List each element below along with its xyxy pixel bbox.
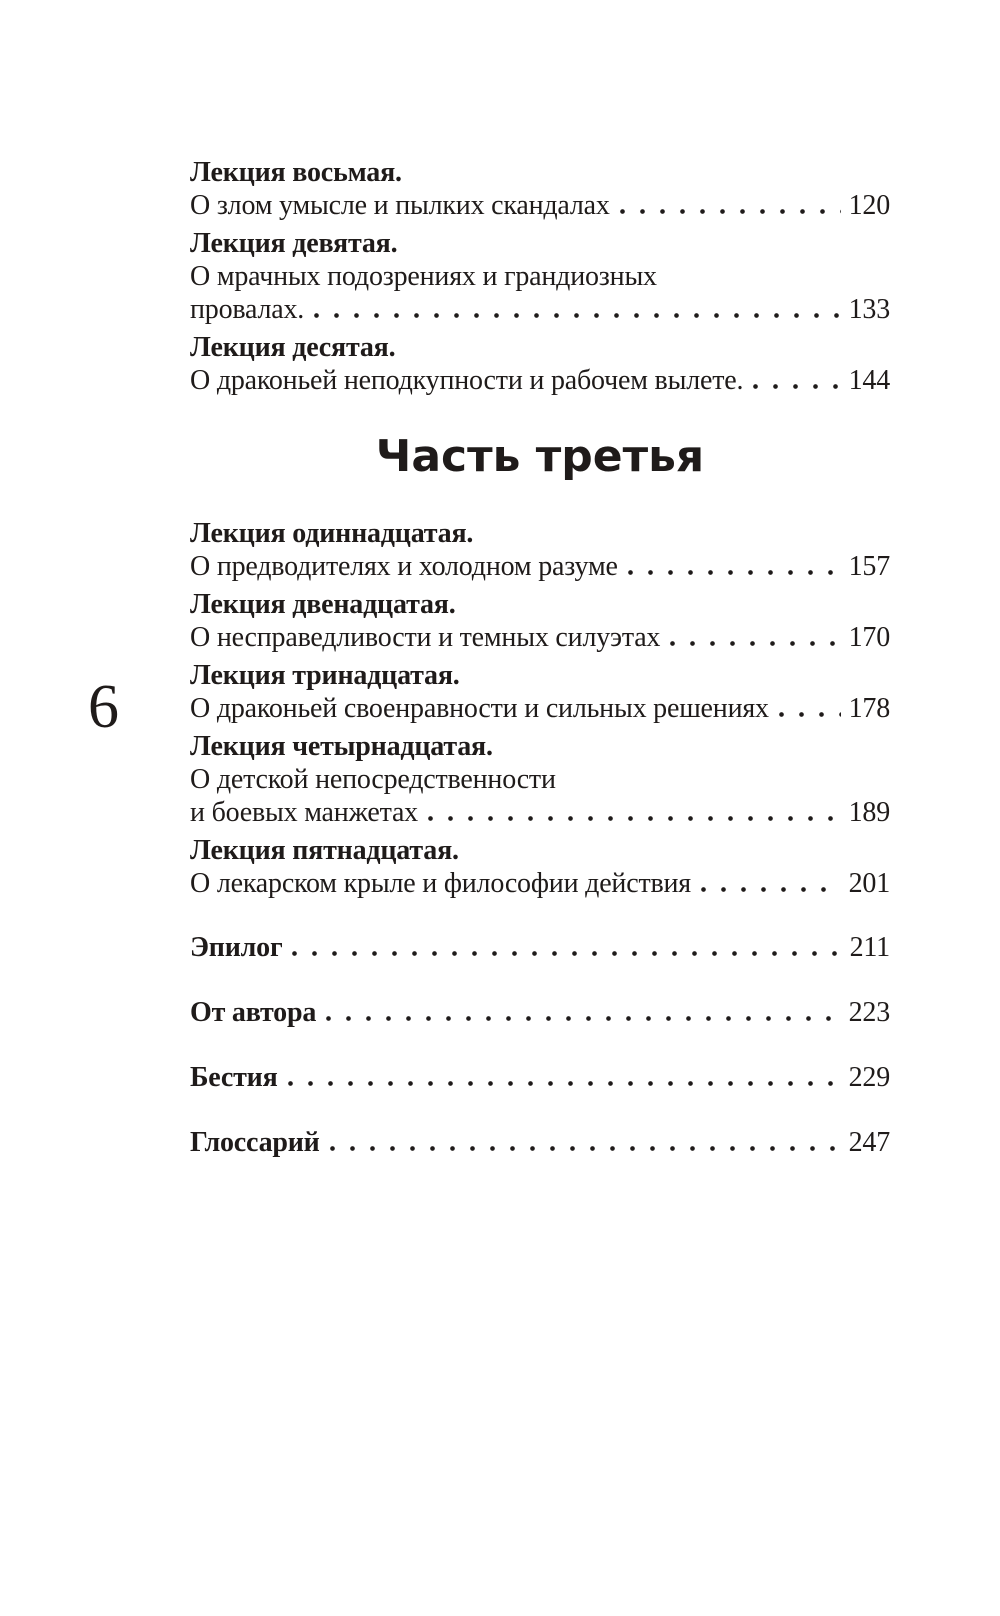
toc-page-number: 144 bbox=[848, 365, 890, 396]
toc-page-number: 157 bbox=[848, 551, 890, 582]
page-number-folio: 6 bbox=[88, 673, 119, 741]
toc-entry-last-line bbox=[190, 621, 890, 654]
back-matter-list bbox=[190, 931, 890, 1159]
toc-page-number: 178 bbox=[848, 693, 890, 724]
toc-page-number: 120 bbox=[848, 190, 890, 221]
toc-entry-title: Лекция девятая. bbox=[190, 228, 398, 259]
part-heading: Часть третья bbox=[375, 431, 705, 482]
toc-page-number: 211 bbox=[849, 932, 890, 963]
toc-entry-title: Лекция одиннадцатая. bbox=[190, 518, 474, 549]
toc-entry-title: Лекция двенадцатая. bbox=[190, 589, 456, 620]
toc-sections bbox=[190, 156, 890, 900]
toc-entry bbox=[190, 834, 890, 900]
back-matter-label: Бестия bbox=[190, 1062, 278, 1093]
toc-entry-line: О мрачных подозрениях и грандиозных bbox=[190, 261, 657, 292]
toc-entry-last-line bbox=[190, 364, 890, 397]
toc-entry-line-text: и боевых манжетах bbox=[190, 797, 418, 828]
back-matter-row bbox=[190, 1061, 890, 1094]
back-matter-row bbox=[190, 1126, 890, 1159]
toc-entry-line-text: О драконьей своенравности и сильных решениях bbox=[190, 693, 769, 724]
toc-entry-title: Лекция десятая. bbox=[190, 332, 396, 363]
toc-entry-last-line bbox=[190, 692, 890, 725]
toc-page-number: 133 bbox=[848, 294, 890, 325]
toc-entry-last-line bbox=[190, 189, 890, 222]
toc-entry bbox=[190, 517, 890, 583]
back-matter-row bbox=[190, 931, 890, 964]
toc-entry-title: Лекция пятнадцатая. bbox=[190, 835, 459, 866]
toc-page-number: 189 bbox=[848, 797, 890, 828]
toc-entry-line-text: О лекарском крыле и философии действия bbox=[190, 868, 691, 899]
back-matter-label: Эпилог bbox=[190, 932, 283, 963]
toc-entry-line-text: О драконьей неподкупности и рабочем вылете. bbox=[190, 365, 744, 396]
back-matter-label: Глоссарий bbox=[190, 1127, 320, 1158]
back-matter-label: От автора bbox=[190, 997, 317, 1028]
toc-entry-title: Лекция восьмая. bbox=[190, 157, 402, 188]
toc-entry bbox=[190, 331, 890, 397]
toc-page-number: 229 bbox=[848, 1062, 890, 1093]
toc-entry bbox=[190, 730, 890, 829]
toc-entry-last-line bbox=[190, 293, 890, 326]
toc-entry-last-line bbox=[190, 550, 890, 583]
toc-entry-line: О детской непосредственности bbox=[190, 764, 556, 795]
toc-entry bbox=[190, 659, 890, 725]
toc-page-number: 247 bbox=[848, 1127, 890, 1158]
toc-page-number: 170 bbox=[848, 622, 890, 653]
toc-entry bbox=[190, 588, 890, 654]
toc-entry bbox=[190, 156, 890, 222]
toc-entry-line-text: О злом умысле и пылких скандалах bbox=[190, 190, 610, 221]
toc-entry-line-text: О несправедливости и темных силуэтах bbox=[190, 622, 661, 653]
toc-entry-last-line bbox=[190, 867, 890, 900]
toc-entry-last-line bbox=[190, 796, 890, 829]
toc-entry-title: Лекция тринадцатая. bbox=[190, 660, 460, 691]
toc-entry-line-text: О предводителях и холодном разуме bbox=[190, 551, 618, 582]
toc-page-number: 223 bbox=[848, 997, 890, 1028]
toc-entry-line-text: провалах. bbox=[190, 294, 305, 325]
toc-page-number: 201 bbox=[848, 868, 890, 899]
back-matter-row bbox=[190, 996, 890, 1029]
toc-entry-title: Лекция четырнадцатая. bbox=[190, 731, 493, 762]
toc-entry bbox=[190, 227, 890, 326]
table-of-contents bbox=[190, 156, 890, 1191]
